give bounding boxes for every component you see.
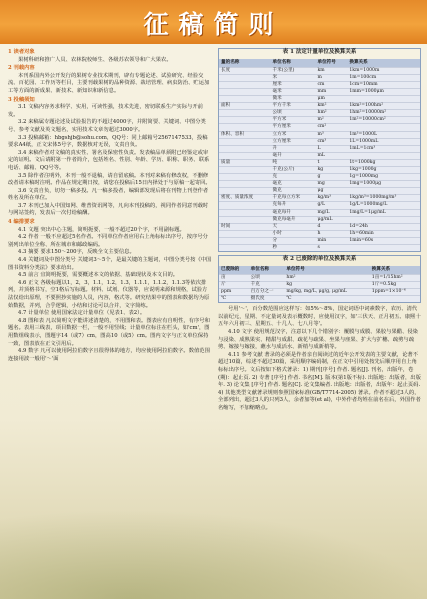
table-cell: s bbox=[315, 245, 347, 252]
table-cell: 立方米 bbox=[271, 131, 316, 138]
table-cell: ℃ bbox=[284, 296, 369, 303]
table-cell: 毫克 bbox=[271, 181, 316, 188]
body-paragraph: 4.6 正文 各级标题以1，2，3，1.1，1.2，1.3，1.1.1，1.1.2，1.1.3等依次排列，并顶格书写，空1格后写标题。材料、试剂、仪器等，应说明来源和规格，试验方法仅给出原理，不要照抄实施的人员，内容，格式等。研究结果中的图表和数据均为原始数据，并列，合乎逻辑，小结和讨论可以合并，文字简练。 bbox=[8, 279, 210, 309]
left-column bbox=[8, 48, 212, 363]
table-row bbox=[219, 67, 420, 74]
table-cell: 克 bbox=[271, 174, 316, 181]
body-paragraph: 4.1 文题 突出中心主题，简明扼要，一般不超过20个字，不用副标题。 bbox=[18, 226, 185, 233]
table-cell: 1m³=1000L bbox=[347, 131, 420, 138]
table-cell bbox=[219, 124, 271, 131]
table-cell: 小时 bbox=[271, 230, 316, 237]
table-cell: 千克每立方米 bbox=[271, 195, 316, 202]
table-row bbox=[219, 131, 420, 138]
body-paragraph: 4.2 作者 一般不应超过5名作者。不同单位作者应用右上角标标出序号，按序号分别列出单位全称、所在城市和邮政编码。 bbox=[8, 234, 208, 248]
table-cell: 克每升 bbox=[271, 202, 316, 209]
table-cell: 1g/L=1000mg/L bbox=[347, 202, 420, 209]
table-1 bbox=[219, 59, 420, 252]
table-cell: 1cm=10mm bbox=[347, 81, 420, 88]
table-row bbox=[219, 117, 420, 124]
table-header-cell: 单位名称 bbox=[249, 266, 285, 275]
table-header-cell: 量的名称 bbox=[219, 59, 271, 68]
table-cell bbox=[219, 152, 271, 159]
table-header-cell: 换算关系 bbox=[370, 266, 420, 275]
table-cell: mm bbox=[315, 88, 347, 95]
body-paragraph: 4.8 图和表 凡以简明文字能讲述清楚的，不用图和表。图表应有自明性，有序号和题名。表用三线表，项目数据一栏，一般不用竖线；计量单位标注在栏头，如'cm'，图用数组线表示，图题字14（或7）cm，图高10（或5）cm。图内文字与正文单位保持一致，图表放在正文引用后。 bbox=[8, 317, 210, 347]
table-cell: 微克 bbox=[271, 188, 316, 195]
table-cell bbox=[219, 167, 271, 174]
table-row bbox=[219, 159, 420, 166]
table-2-box bbox=[218, 255, 421, 303]
table-cell: 1g=1000mg bbox=[347, 174, 420, 181]
table-cell: 1t=1000kg bbox=[347, 159, 420, 166]
table-cell: 平方厘米 bbox=[271, 124, 316, 131]
table-cell: kg/m³ bbox=[315, 195, 347, 202]
table-row bbox=[219, 88, 420, 95]
table-cell: m³ bbox=[315, 131, 347, 138]
table-cell bbox=[219, 138, 271, 145]
table-cell: 米 bbox=[271, 74, 316, 81]
table-cell: 斤 bbox=[219, 281, 249, 288]
table-header-cell: 单位符号 bbox=[315, 59, 347, 68]
table-cell: 摄氏度 bbox=[249, 296, 285, 303]
table-cell: 厘米 bbox=[271, 81, 316, 88]
section-heading: 1 读者对象 bbox=[8, 49, 35, 55]
right-text bbox=[218, 306, 421, 412]
table-row bbox=[219, 124, 420, 131]
table-cell: 1mg/L=1μg/mL bbox=[347, 209, 420, 216]
table-cell: 平方千米 bbox=[271, 103, 316, 110]
table-header-cell: 换算关系 bbox=[347, 59, 420, 68]
table-cell: 吨 bbox=[271, 159, 316, 166]
table-cell: 毫克每升 bbox=[271, 209, 316, 216]
table-cell: 分 bbox=[271, 237, 316, 244]
table-row bbox=[219, 103, 420, 110]
table-cell: m² bbox=[315, 117, 347, 124]
table-row bbox=[219, 181, 420, 188]
table-cell bbox=[219, 145, 271, 152]
body-paragraph: 3.7 本刊已加入中国知网、维普资讯网等，凡向本刊投稿的，视同作者同意刊载时与网站签约，发表后一次付给稿酬。 bbox=[8, 202, 209, 217]
table-cell: 1m=100cm bbox=[347, 74, 420, 81]
table-cell bbox=[219, 81, 271, 88]
table-2 bbox=[219, 266, 420, 302]
table-header-cell: 已废除的 bbox=[219, 266, 249, 275]
table-cell bbox=[219, 74, 271, 81]
table-cell: 天 bbox=[271, 223, 316, 230]
table-cell: ℃ bbox=[219, 296, 249, 303]
table-cell bbox=[219, 117, 271, 124]
body-paragraph: 4.4 关键词及中图分类号 关键词3～5个，是最关键的主题词，中图分类号按《中国图书资料分类法》要求给出。 bbox=[8, 257, 212, 271]
table-row bbox=[219, 188, 420, 195]
table-row bbox=[219, 145, 420, 152]
table-cell: min bbox=[315, 237, 347, 244]
table-cell: 微克每毫升 bbox=[271, 216, 316, 223]
body-paragraph: 4.7 计量单位 使用国家法定计量单位（见表1、表2）。 bbox=[18, 310, 146, 317]
table-row bbox=[219, 195, 420, 202]
table-cell: 毫升 bbox=[271, 152, 316, 159]
table-cell: 体积、容积 bbox=[219, 131, 271, 138]
table-cell: 公顷 bbox=[249, 274, 285, 281]
right-column bbox=[218, 48, 421, 413]
table-cell bbox=[370, 296, 420, 303]
table-cell bbox=[219, 181, 271, 188]
table-cell: 升 bbox=[271, 145, 316, 152]
table-cell: 公顷 bbox=[271, 110, 316, 117]
table-cell: 百万分之一 bbox=[249, 289, 285, 296]
background-grape-art bbox=[0, 509, 427, 599]
table-header-cell: 单位名称 bbox=[271, 59, 316, 68]
table-cell: 秒 bbox=[271, 245, 316, 252]
table-cell: 1km²=100hm² bbox=[347, 103, 420, 110]
body-paragraph: 4.10 文字 使用规范汉字，注意以下几个错别字：覆膜与成膜、果胶与果醋、侵染与浸染、成熟果实、精甜与成甜、疏花与疏果、坐果与座果、扩大与扩穗、疏剪与疏剪、嫁接与嫁接，蘸水与成活水、新梢与成新梢等。 bbox=[218, 328, 418, 351]
table-cell: 毫米 bbox=[271, 88, 316, 95]
table-cell: kg bbox=[315, 167, 347, 174]
table-row bbox=[219, 110, 420, 117]
table-row bbox=[219, 296, 420, 303]
table-cell: 1d=24h bbox=[347, 223, 420, 230]
table-cell bbox=[219, 245, 271, 252]
table-cell: 1km=1000m bbox=[347, 67, 420, 74]
table-cell: 千克(公斤) bbox=[271, 167, 316, 174]
table-cell: t bbox=[315, 159, 347, 166]
header-banner bbox=[0, 0, 427, 44]
section-heading: 3 投稿须知 bbox=[8, 96, 35, 103]
table-cell: 平方米 bbox=[271, 117, 316, 124]
table-cell bbox=[219, 237, 271, 244]
body-paragraph: 号用'～'，百分数范围应这样写：如5%～8%，国定词语中词素数字，农历、清代以前纪元，星期、不定量词及表示概数时，应使用汉字，如'三伏天、正月初五、康熙十五年六月初三、星期五、十几人、七八月等'。 bbox=[218, 306, 421, 328]
table-cell: 1斤=0.5kg bbox=[370, 281, 420, 288]
table-cell: h bbox=[315, 230, 347, 237]
table-cell: 1kg/m³=1000mg/m³ bbox=[347, 195, 420, 202]
table-cell: mg/L bbox=[315, 209, 347, 216]
table-cell bbox=[219, 188, 271, 195]
table-row bbox=[219, 237, 420, 244]
table-cell bbox=[347, 124, 420, 131]
table-cell: mg bbox=[315, 181, 347, 188]
body-paragraph: 3.5 除作者注明外，本刊一般不退稿，请自留底稿。本刊对来稿有修改权，不删修改者请本稿时注明。作品在规定期日按，请您在投稿后15日内择处于与原稿一起寄回。 bbox=[8, 172, 211, 187]
table-cell: g bbox=[315, 174, 347, 181]
table-cell bbox=[347, 96, 420, 103]
table-cell bbox=[219, 96, 271, 103]
table-cell: kg bbox=[284, 281, 369, 288]
table-cell: g/L bbox=[315, 202, 347, 209]
table-cell bbox=[219, 174, 271, 181]
table-row bbox=[219, 167, 420, 174]
table-cell bbox=[347, 152, 420, 159]
table-cell bbox=[219, 209, 271, 216]
table-row bbox=[219, 289, 420, 296]
section-heading: 2 刊载内容 bbox=[8, 65, 35, 72]
table-cell: 千米(公里) bbox=[271, 67, 316, 74]
body-paragraph: 果树科研和推广人员、农林院校师生、各级苏农领导和广大果农。 bbox=[18, 56, 172, 63]
table-cell: 1kg=1000g bbox=[347, 167, 420, 174]
table-cell: 密度、质量浓度 bbox=[219, 195, 271, 202]
table-cell: μg/mL bbox=[315, 216, 347, 223]
table-row bbox=[219, 96, 420, 103]
table-cell: 1hm²=10000m² bbox=[347, 110, 420, 117]
table-cell: km² bbox=[315, 103, 347, 110]
table-cell: 1mg=1000μg bbox=[347, 181, 420, 188]
table-cell: d bbox=[315, 223, 347, 230]
table-1-box bbox=[218, 48, 421, 252]
table-cell bbox=[219, 88, 271, 95]
table-row bbox=[219, 245, 420, 252]
table-cell: 质量 bbox=[219, 159, 271, 166]
table-cell: 亩 bbox=[219, 274, 249, 281]
table-cell: cm bbox=[315, 81, 347, 88]
table-cell: 1ppm=1×10⁻⁶ bbox=[370, 289, 420, 296]
body-paragraph: 4.11 参考文献 著录的必须是作者亲自阅读过的近年公开发表的主要文献，论著不超过10篇，综述不超过30篇，采用顺序编码制，在正文中引用处按先后顺序用自上角标标出序号。文后按如下格式著录：1) 期刊[序号] 作者. 题名[J]. 刊名，出版年，卷(期)：起止页. 2) 专著 [序号] 作者. 书名[M]. 版本(第1版不标). 出版地：出版者，出版年. 3) 论文集 [序号] 作者. 题名[C]. 论文集编者. 出版地：出版者，出版年：起止页码. 4) 其他类型文献著录规则参照国家标准(GB/T7714-2005) 著录。作者不超过3人的，全部列出，超过3人的只列3人，余者加等(et al)，中外作者均姓在前名在后，外国作者名缩写，不加缩略点。 bbox=[218, 351, 421, 411]
table-cell: 1m²=10000cm² bbox=[347, 117, 420, 124]
table-cell bbox=[347, 188, 420, 195]
table-cell: L bbox=[315, 145, 347, 152]
table-row bbox=[219, 174, 420, 181]
table-cell: 1mL=1cm³ bbox=[347, 145, 420, 152]
table-row bbox=[219, 230, 420, 237]
body-paragraph: 4.3 摘要 要求150～200字，反映全文主要信息。 bbox=[18, 249, 135, 256]
table-cell: 面积 bbox=[219, 103, 271, 110]
table-row bbox=[219, 202, 420, 209]
table-cell bbox=[219, 216, 271, 223]
body-paragraph: 4.9 数字 凡可以使用阿拉伯数字且很得体的地方，均应使用阿拉伯数字。数值范围连接用波一般用'～'面 bbox=[8, 348, 210, 362]
table-cell: km bbox=[315, 67, 347, 74]
section-heading: 4 编排要求 bbox=[8, 219, 35, 226]
table-row bbox=[219, 216, 420, 223]
body-paragraph: 3.2 来稿属专题论述及试验报告的不超过4000字，并附简要、关键词、中图分类号、参考文献及英文题名，实用技术文章勿超过3000字。 bbox=[8, 119, 206, 133]
table-cell: μg bbox=[315, 188, 347, 195]
table-cell: hm² bbox=[284, 274, 369, 281]
body-paragraph: 3.4 来稿作者对文稿的真实性、署名及保密性负责。发表稿品单须附已经鉴定或审定的证明。文后请附第一作者简介，包括姓名、性别、年龄、学历、职称、职务、联系电话、邮箱、QQ号等。 bbox=[8, 149, 210, 171]
page-title: 征稿简则 bbox=[143, 10, 284, 39]
table-cell: mL bbox=[315, 152, 347, 159]
table-cell: 微米 bbox=[271, 96, 316, 103]
table-cell: 长度 bbox=[219, 67, 271, 74]
table-cell bbox=[219, 202, 271, 209]
table-cell: μm bbox=[315, 96, 347, 103]
table-header-row bbox=[219, 266, 420, 275]
table-cell: 1mm=1000μm bbox=[347, 88, 420, 95]
table-cell: cm³ bbox=[315, 138, 347, 145]
table-cell: 千克 bbox=[249, 281, 285, 288]
table-row bbox=[219, 223, 420, 230]
table-cell: mg/kg, mg/L, μg/g, μg/mL bbox=[284, 289, 369, 296]
body-paragraph: 3.6 文责自负，切勿一稿多投。凡一稿多投者，编辑部发现后将在刊物上刊登作者姓名及所在单位。 bbox=[8, 187, 209, 202]
body-paragraph: 4.5 前言 宜简明扼要，需要概述本文的依据、基础现状及本文目的。 bbox=[18, 272, 179, 279]
table-cell: m bbox=[315, 74, 347, 81]
table-row bbox=[219, 274, 420, 281]
table-cell: 1亩=1/15hm² bbox=[370, 274, 420, 281]
table-cell: ppm bbox=[219, 289, 249, 296]
table-cell: hm² bbox=[315, 110, 347, 117]
table-cell bbox=[219, 230, 271, 237]
table-cell bbox=[347, 245, 420, 252]
table-row bbox=[219, 74, 420, 81]
body-paragraph: 3.3 投稿邮箱：hbgshjb@sohu.com，QQ号：同上邮箱号2567147533，投稿要求A4纸，正文宋体5号字，数据核对无误，文责自负。 bbox=[8, 134, 208, 149]
body-paragraph: 3.1 文稿内容务求科学、实用，可读性强，技术先进，密切联系生产实际与开前发。 bbox=[8, 104, 203, 118]
table-row bbox=[219, 152, 420, 159]
table-row bbox=[219, 281, 420, 288]
table-cell: 1min=60s bbox=[347, 237, 420, 244]
table-cell: 1L=1000mL bbox=[347, 138, 420, 145]
table-row bbox=[219, 209, 420, 216]
table-row bbox=[219, 138, 420, 145]
table-cell: 时间 bbox=[219, 223, 271, 230]
table-header-cell: 单位符号 bbox=[284, 266, 369, 275]
table-cell: 1h=60min bbox=[347, 230, 420, 237]
table-cell: cm² bbox=[315, 124, 347, 131]
table-cell bbox=[219, 110, 271, 117]
table-cell bbox=[347, 216, 420, 223]
table-row bbox=[219, 81, 420, 88]
table-2-title: 表 2 已废除的单位及换算关系 bbox=[282, 256, 357, 263]
body-paragraph: 本刊系国内外公开发行的果树专业技术期刊，辟有专题论述、试验研究、经验交流、百花园、工作历等栏目，主要刊载果树的品种资源、栽培管理、病虫防治、贮运加工等方面的新成果、新技术、新知识和新信息。 bbox=[8, 72, 210, 94]
table-cell: 立方厘米 bbox=[271, 138, 316, 145]
table-1-title: 表 1 法定计量单位及换算关系 bbox=[282, 49, 357, 55]
table-header-row bbox=[219, 59, 420, 68]
